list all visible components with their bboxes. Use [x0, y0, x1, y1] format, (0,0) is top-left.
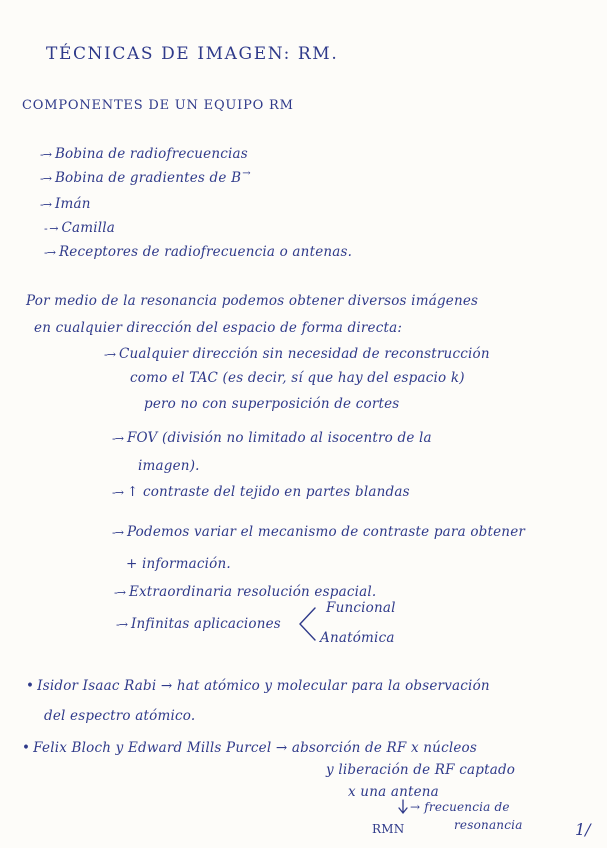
- history-line: [26, 678, 490, 694]
- rmn-label: RMN: [372, 822, 405, 836]
- list-item: [44, 244, 352, 260]
- advantage-line: [112, 524, 525, 540]
- advantage-line: [112, 484, 410, 500]
- advantage-line: + información.: [126, 556, 231, 572]
- arrow-icon: -→: [116, 618, 127, 631]
- application-item: Anatómica: [320, 630, 395, 646]
- down-arrow-icon: [396, 799, 410, 815]
- list-item: [44, 220, 115, 236]
- advantage-text: FOV (división no limitado al isocentro de la: [126, 430, 432, 446]
- history-text: Isidor Isaac Rabi → hat atómico y molecular para la observación: [37, 678, 490, 694]
- component-label: Imán: [54, 196, 91, 212]
- applications-line: [116, 616, 281, 632]
- arrow-icon: -→: [112, 486, 123, 499]
- bracket-icon: [297, 606, 317, 642]
- arrow-icon: -→: [114, 586, 125, 599]
- arrow-icon: -→: [112, 526, 123, 539]
- history-text: Felix Bloch y Edward Mills Purcel → absorción de RF x núcleos: [33, 740, 477, 756]
- intro-line: Por medio de la resonancia podemos obtener diversos imágenes: [26, 293, 479, 309]
- arrow-icon: - →: [44, 222, 58, 235]
- bullet-icon: •: [22, 740, 31, 756]
- section-heading: COMPONENTES DE UN EQUIPO RM: [22, 98, 294, 113]
- advantage-line: imagen).: [138, 458, 200, 474]
- advantage-line: [112, 430, 432, 446]
- intro-line: en cualquier dirección del espacio de forma directa:: [34, 320, 403, 336]
- component-label: Camilla: [61, 220, 116, 236]
- resonance-line: resonancia: [454, 818, 523, 832]
- advantage-line: [104, 346, 490, 362]
- component-label: Bobina de radiofrecuencias: [54, 146, 248, 162]
- list-item: [40, 170, 251, 186]
- advantage-text: Cualquier dirección sin necesidad de reconstrucción: [118, 346, 490, 362]
- application-item: Funcional: [326, 600, 396, 616]
- advantage-line: pero no con superposición de cortes: [144, 396, 400, 412]
- advantage-line: como el TAC (es decir, sí que hay del espacio k): [130, 370, 465, 386]
- advantage-text: Podemos variar el mecanismo de contraste para obtener: [126, 524, 526, 540]
- list-item: [40, 146, 248, 162]
- arrow-icon: -→: [40, 198, 51, 211]
- page-title: TÉCNICAS DE IMAGEN: RM.: [46, 44, 339, 64]
- list-item: [40, 196, 91, 212]
- arrow-icon: -→: [104, 348, 115, 361]
- history-line: [22, 740, 477, 756]
- page-number: 1/: [575, 820, 591, 839]
- vector-arrow-icon: →: [242, 168, 251, 179]
- history-line: y liberación de RF captado: [326, 762, 516, 778]
- bullet-icon: •: [26, 678, 35, 694]
- component-label: Bobina de gradientes de: [54, 170, 227, 186]
- history-line: del espectro atómico.: [44, 708, 196, 724]
- history-line: x una antena: [348, 784, 439, 800]
- applications-label: Infinitas aplicaciones: [130, 616, 281, 632]
- arrow-icon: -→: [40, 172, 51, 185]
- arrow-icon: -→: [40, 148, 51, 161]
- resonance-line: → frecuencia de: [410, 800, 510, 814]
- arrow-icon: -→: [112, 432, 123, 445]
- advantage-line: [114, 584, 376, 600]
- advantage-text: ↑ contraste del tejido en partes blandas: [126, 484, 410, 500]
- arrow-icon: -→: [44, 246, 55, 259]
- b-vector-label: B: [231, 170, 242, 186]
- advantage-text: Extraordinaria resolución espacial.: [128, 584, 377, 600]
- component-label: Receptores de radiofrecuencia o antenas.: [58, 244, 353, 260]
